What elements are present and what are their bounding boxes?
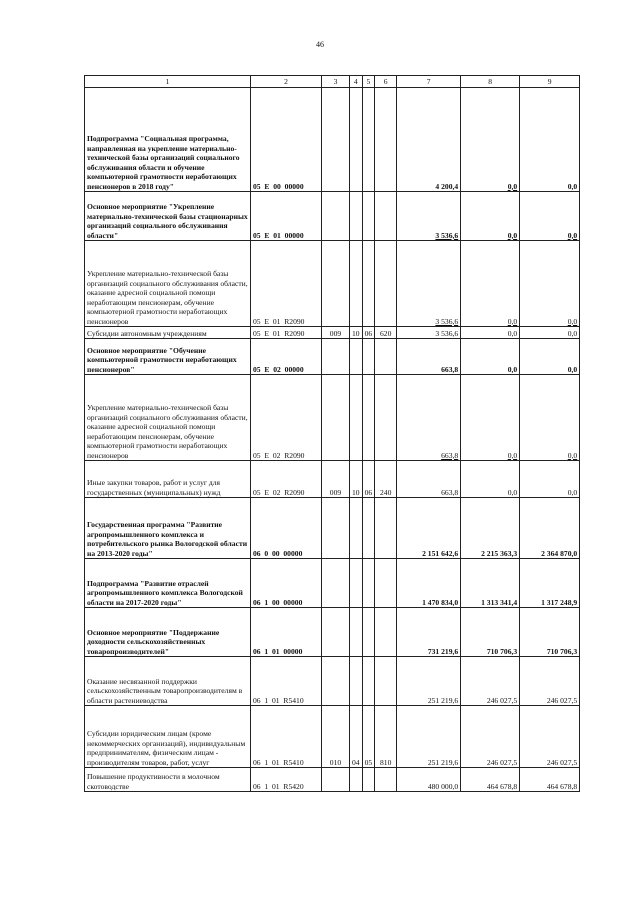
row-expense-type: 810 [375,706,397,768]
row-code: 05 E 02 00000 [251,339,322,375]
row-value-8: 0,0 [461,88,520,192]
row-subsection [362,192,375,241]
row-subsection [362,498,375,559]
row-section [350,608,363,657]
column-header: 7 [397,76,461,88]
row-section [350,339,363,375]
row-value-7: 663,8 [397,375,461,461]
row-value-8: 0,0 [461,339,520,375]
table-row [85,461,580,498]
row-value-8: 1 313 341,4 [461,559,520,608]
column-header: 2 [251,76,322,88]
row-section [350,375,363,461]
column-header: 5 [362,76,375,88]
row-value-9: 0,0 [520,375,580,461]
row-name: Государственная программа "Развитие агропромышленного комплекса и потребительского рынка Вологодской области на 2013-2020 годы" [85,498,251,559]
row-expense-type [375,559,397,608]
row-name: Основное мероприятие "Поддержание доходности сельскохозяйственных товаропроизводителей" [85,608,251,657]
row-subsection: 06 [362,461,375,498]
row-code: 05 E 02 R2090 [251,461,322,498]
column-header: 8 [461,76,520,88]
table-row [85,706,580,768]
row-code: 06 1 01 R5410 [251,706,322,768]
row-section: 04 [350,706,363,768]
table-row [85,88,580,192]
row-section: 10 [350,461,363,498]
row-section [350,768,363,792]
row-section: 10 [350,327,363,339]
row-grbs: 009 [322,327,350,339]
row-grbs [322,559,350,608]
row-name: Основное мероприятие "Укрепление материально-технической базы стационарных организаций социального обслуживания области" [85,192,251,241]
row-name: Оказание несвязанной поддержки сельскохозяйственным товаропроизводителям в области растениеводства [85,657,251,706]
row-value-7: 480 000,0 [397,768,461,792]
row-subsection [362,768,375,792]
row-value-7: 663,8 [397,339,461,375]
row-subsection: 06 [362,327,375,339]
row-section [350,241,363,327]
row-subsection [362,608,375,657]
row-grbs [322,192,350,241]
table-row [85,375,580,461]
row-code: 06 1 01 R5420 [251,768,322,792]
row-subsection [362,375,375,461]
table-row [85,192,580,241]
row-expense-type: 620 [375,327,397,339]
row-value-7: 663,8 [397,461,461,498]
row-expense-type [375,375,397,461]
row-grbs [322,88,350,192]
row-code: 06 1 01 R5410 [251,657,322,706]
row-value-9: 1 317 248,9 [520,559,580,608]
table-row [85,339,580,375]
row-grbs [322,241,350,327]
row-value-8: 246 027,5 [461,657,520,706]
table-row [85,608,580,657]
row-expense-type [375,498,397,559]
row-name: Укрепление материально-технической базы организаций социального обслуживания области, оказание адресной социальной помощи неработающим пенсионерам, обучение компьютерной грамотности неработающих пенсионеров [85,241,251,327]
table-row [85,768,580,792]
row-value-9: 464 678,8 [520,768,580,792]
row-expense-type [375,241,397,327]
row-value-9: 0,0 [520,88,580,192]
row-name: Подпрограмма "Развитие отраслей агропромышленного комплекса Вологодской области на 2017-2020 годы" [85,559,251,608]
row-value-9: 2 364 870,0 [520,498,580,559]
row-code: 05 E 02 R2090 [251,375,322,461]
row-code: 05 E 01 R2090 [251,241,322,327]
row-name: Субсидии автономным учреждениям [85,327,251,339]
row-grbs [322,339,350,375]
row-code: 06 1 01 00000 [251,608,322,657]
row-value-8: 0,0 [461,461,520,498]
row-value-9: 246 027,5 [520,706,580,768]
row-value-7: 2 151 642,6 [397,498,461,559]
row-subsection [362,657,375,706]
column-header: 3 [322,76,350,88]
row-grbs: 009 [322,461,350,498]
row-value-9: 0,0 [520,192,580,241]
row-expense-type [375,768,397,792]
column-header: 9 [520,76,580,88]
row-name: Укрепление материально-технической базы организаций социального обслуживания области, оказание адресной социальной помощи неработающим пенсионерам, обучение компьютерной грамотности неработающих пенсионеров [85,375,251,461]
table-row [85,327,580,339]
row-expense-type [375,192,397,241]
row-subsection [362,339,375,375]
row-section [350,559,363,608]
row-grbs [322,375,350,461]
row-value-8: 246 027,5 [461,706,520,768]
row-grbs: 010 [322,706,350,768]
row-value-8: 710 706,3 [461,608,520,657]
row-name: Субсидии юридическим лицам (кроме некоммерческих организаций), индивидуальным предпринимателям, физическим лицам - производителям товаров, работ, услуг [85,706,251,768]
row-code: 05 E 01 R2090 [251,327,322,339]
row-subsection [362,241,375,327]
row-value-7: 3 536,6 [397,327,461,339]
row-section [350,498,363,559]
row-value-8: 0,0 [461,327,520,339]
row-expense-type: 240 [375,461,397,498]
row-expense-type [375,88,397,192]
row-expense-type [375,339,397,375]
table-row [85,498,580,559]
row-value-8: 0,0 [461,375,520,461]
row-value-7: 251 219,6 [397,657,461,706]
row-section [350,657,363,706]
column-header: 6 [375,76,397,88]
row-value-7: 731 219,6 [397,608,461,657]
page-number: 46 [316,40,324,49]
row-grbs [322,768,350,792]
table-row [85,559,580,608]
row-value-9: 0,0 [520,241,580,327]
row-value-9: 710 706,3 [520,608,580,657]
column-header: 4 [350,76,363,88]
row-name: Повышение продуктивности в молочном скотоводстве [85,768,251,792]
row-value-8: 0,0 [461,241,520,327]
row-subsection [362,559,375,608]
row-value-7: 3 536,6 [397,192,461,241]
row-section [350,88,363,192]
row-value-8: 0,0 [461,192,520,241]
column-header: 1 [85,76,251,88]
row-name: Основное мероприятие "Обучение компьютерной грамотности неработающих пенсионеров" [85,339,251,375]
row-name: Подпрограмма "Социальная программа, направленная на укрепление материально-технической базы организаций социального обслуживания области и обучение компьютерной грамотности неработающих пенсионеров в 2018 году" [85,88,251,192]
budget-table [84,75,580,792]
row-subsection: 05 [362,706,375,768]
row-value-9: 0,0 [520,327,580,339]
row-code: 05 E 00 00000 [251,88,322,192]
row-code: 05 E 01 00000 [251,192,322,241]
row-expense-type [375,657,397,706]
row-expense-type [375,608,397,657]
row-section [350,192,363,241]
row-value-7: 1 470 834,0 [397,559,461,608]
row-value-9: 0,0 [520,339,580,375]
row-subsection [362,88,375,192]
row-code: 06 1 00 00000 [251,559,322,608]
row-value-8: 2 215 363,3 [461,498,520,559]
row-value-7: 3 536,6 [397,241,461,327]
row-value-9: 0,0 [520,461,580,498]
table-row [85,241,580,327]
row-value-7: 4 200,4 [397,88,461,192]
row-name: Иные закупки товаров, работ и услуг для государственных (муниципальных) нужд [85,461,251,498]
row-grbs [322,608,350,657]
table-header-row [85,76,580,88]
row-value-9: 246 027,5 [520,657,580,706]
row-grbs [322,657,350,706]
row-value-8: 464 678,8 [461,768,520,792]
row-value-7: 251 219,6 [397,706,461,768]
row-code: 06 0 00 00000 [251,498,322,559]
table-row [85,657,580,706]
row-grbs [322,498,350,559]
